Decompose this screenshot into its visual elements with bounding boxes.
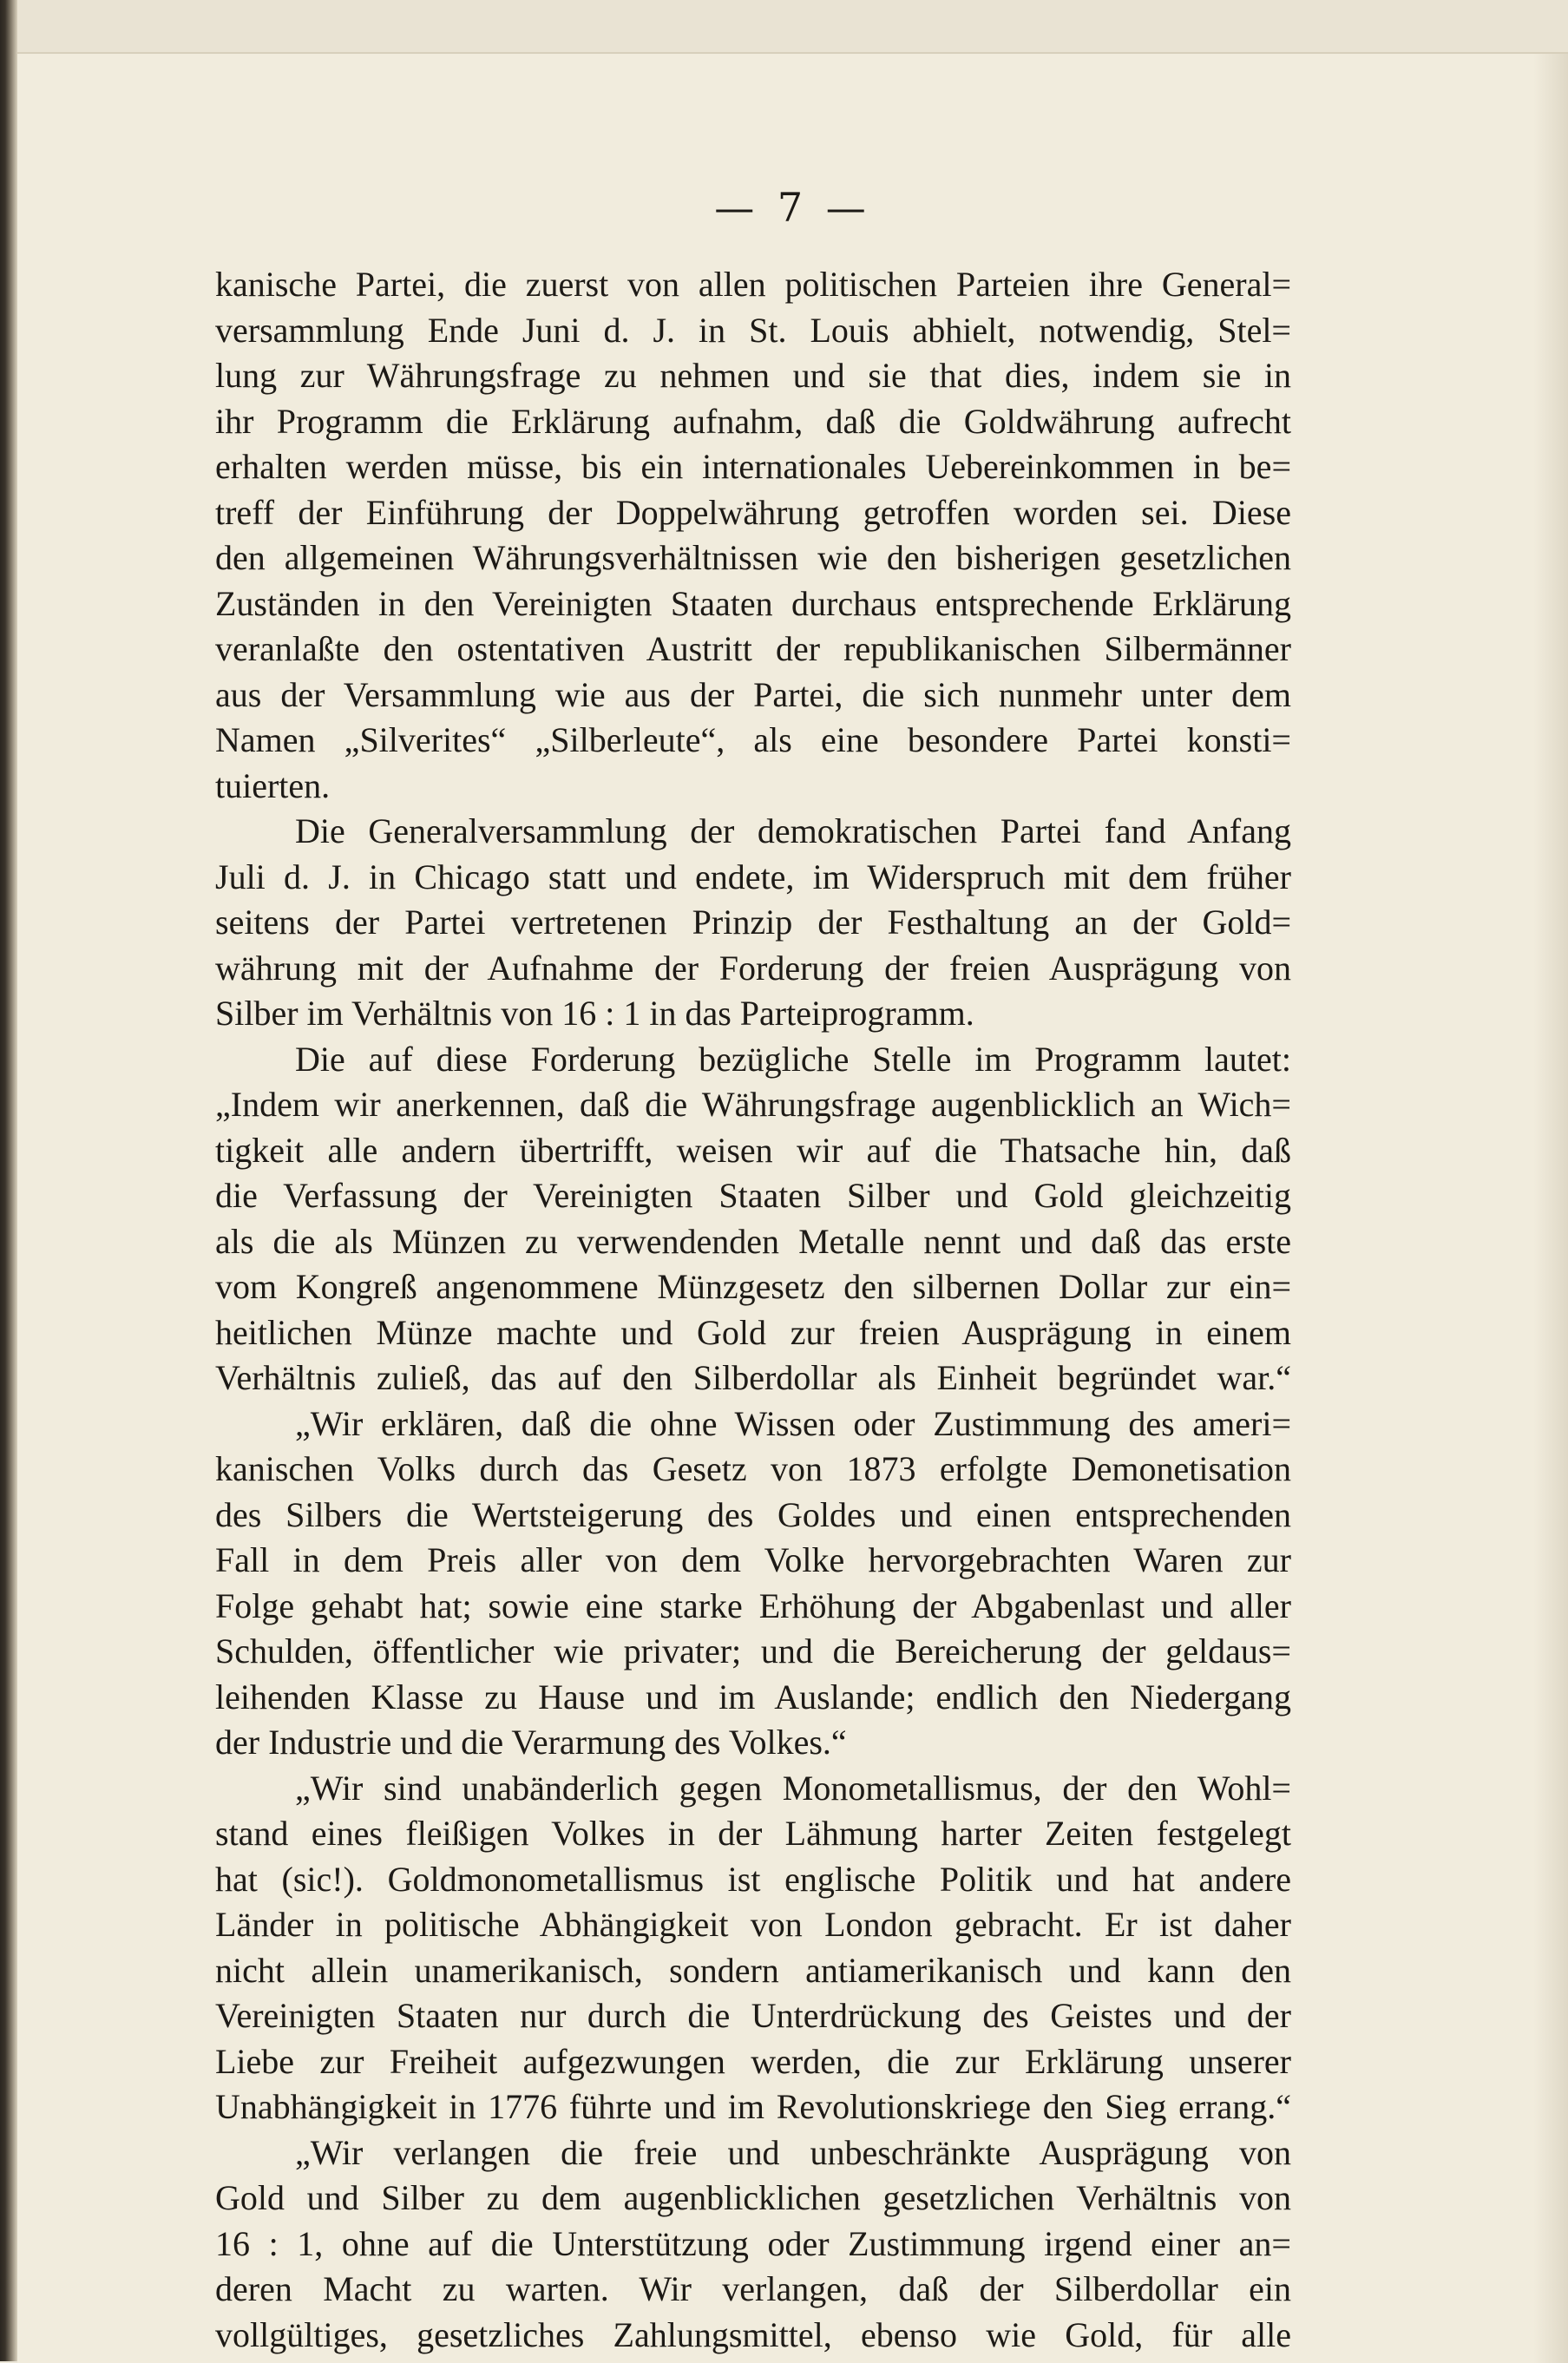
book-page (17, 52, 1568, 2363)
text-line: „Wir erklären, daß die ohne Wissen oder Zustimmung des ameri= (295, 1403, 1291, 1443)
text-line: währung mit der Aufnahme der Forderung der freien Ausprägung von (215, 948, 1291, 988)
text-line: „Wir verlangen die freie und unbeschränkte Ausprägung von (295, 2132, 1291, 2172)
text-line: Länder in politische Abhängigkeit von London gebracht. Er ist daher (215, 1905, 1291, 1944)
text-line: „Wir sind unabänderlich gegen Monometallismus, der den Wohl= (295, 1768, 1291, 1808)
text-line: treff der Einführung der Doppelwährung getroffen worden sei. Diese (215, 492, 1291, 532)
text-line: ihr Programm die Erklärung aufnahm, daß die Goldwährung aufrecht (215, 401, 1291, 441)
text-line: tuierten. (215, 765, 331, 805)
text-line: Liebe zur Freiheit aufgezwungen werden, die zur Erklärung unserer (215, 2041, 1291, 2081)
text-line: Vereinigten Staaten nur durch die Unterdrückung des Geistes und der (215, 1996, 1291, 2035)
page-edge-shadow (1533, 54, 1568, 2363)
text-line: „Indem wir anerkennen, daß die Währungsfrage augenblicklich an Wich= (215, 1085, 1291, 1124)
page-number: — 7 — (714, 184, 871, 231)
text-line: Zuständen in den Vereinigten Staaten durchaus entsprechende Erklärung (215, 583, 1291, 623)
text-line: vom Kongreß angenommene Münzgesetz den silbernen Dollar zur ein= (215, 1267, 1291, 1306)
text-line: vollgültiges, gesetzliches Zahlungsmittel, ebenso wie Gold, für alle (215, 2314, 1291, 2354)
text-line: Juli d. J. in Chicago statt und endete, im Widerspruch mit dem früher (215, 857, 1291, 896)
text-line: deren Macht zu warten. Wir verlangen, daß der Silberdollar ein (215, 2269, 1291, 2308)
text-line: Folge gehabt hat; sowie eine starke Erhöhung der Abgabenlast und aller (215, 1585, 1291, 1625)
text-line: aus der Versammlung wie aus der Partei, die sich nunmehr unter dem (215, 674, 1291, 714)
text-line: erhalten werden müsse, bis ein internationales Uebereinkommen in be= (215, 447, 1291, 486)
text-line: Fall in dem Preis aller von dem Volke hervorgebrachten Waren zur (215, 1540, 1291, 1579)
text-line: seitens der Partei vertretenen Prinzip der Festhaltung an der Gold= (215, 903, 1291, 942)
book-spine-edge (0, 0, 17, 2361)
text-line: Silber im Verhältnis von 16 : 1 in das Parteiprogramm. (215, 994, 974, 1033)
text-line: der Industrie und die Verarmung des Volkes.“ (215, 1723, 847, 1762)
text-line: den allgemeinen Währungsverhältnissen wie den bisherigen gesetzlichen (215, 538, 1291, 577)
text-line: Verhältnis zuließ, das auf den Silberdollar als Einheit begründet war.“ (215, 1358, 1291, 1397)
text-line: Namen „Silverites“ „Silberleute“, als eine besondere Partei konsti= (215, 720, 1291, 759)
text-line: lung zur Währungsfrage zu nehmen und sie that dies, indem sie in (215, 356, 1291, 395)
text-line: veranlaßte den ostentativen Austritt der republikanischen Silbermänner (215, 629, 1291, 668)
text-line: tigkeit alle andern übertrifft, weisen wir auf die Thatsache hin, daß (215, 1130, 1291, 1170)
body-text (215, 262, 1291, 2358)
text-line: Die auf diese Forderung bezügliche Stelle im Programm lautet: (295, 1039, 1291, 1079)
text-line: heitlichen Münze machte und Gold zur freien Ausprägung in einem (215, 1312, 1291, 1352)
text-line: versammlung Ende Juni d. J. in St. Louis abhielt, notwendig, Stel= (215, 310, 1291, 350)
text-line: die Verfassung der Vereinigten Staaten Silber und Gold gleichzeitig (215, 1176, 1291, 1215)
text-line: des Silbers die Wertsteigerung des Goldes und einen entsprechenden (215, 1494, 1291, 1534)
text-line: stand eines fleißigen Volkes in der Lähmung harter Zeiten festgelegt (215, 1814, 1291, 1853)
text-line: kanischen Volks durch das Gesetz von 1873 erfolgte Demonetisation (215, 1449, 1291, 1488)
text-line: hat (sic!). Goldmonometallismus ist englische Politik und hat andere (215, 1859, 1291, 1899)
text-line: Schulden, öffentlicher wie privater; und die Bereicherung der geldaus= (215, 1631, 1291, 1671)
text-line: nicht allein unamerikanisch, sondern antiamerikanisch und kann den (215, 1950, 1291, 1990)
text-line: Unabhängigkeit in 1776 führte und im Revolutionskriege den Sieg errang.“ (215, 2087, 1291, 2126)
text-line: Gold und Silber zu dem augenblicklichen gesetzlichen Verhältnis von (215, 2178, 1291, 2217)
text-line: Die Generalversammlung der demokratischen Partei fand Anfang (295, 811, 1291, 850)
text-line: leihenden Klasse zu Hause und im Auslande; endlich den Niedergang (215, 1677, 1291, 1716)
text-line: 16 : 1, ohne auf die Unterstützung oder Zustimmung irgend einer an= (215, 2223, 1291, 2263)
text-line: als die als Münzen zu verwendenden Metalle nennt und daß das erste (215, 1221, 1291, 1261)
text-line: kanische Partei, die zuerst von allen politischen Parteien ihre General= (215, 265, 1291, 304)
